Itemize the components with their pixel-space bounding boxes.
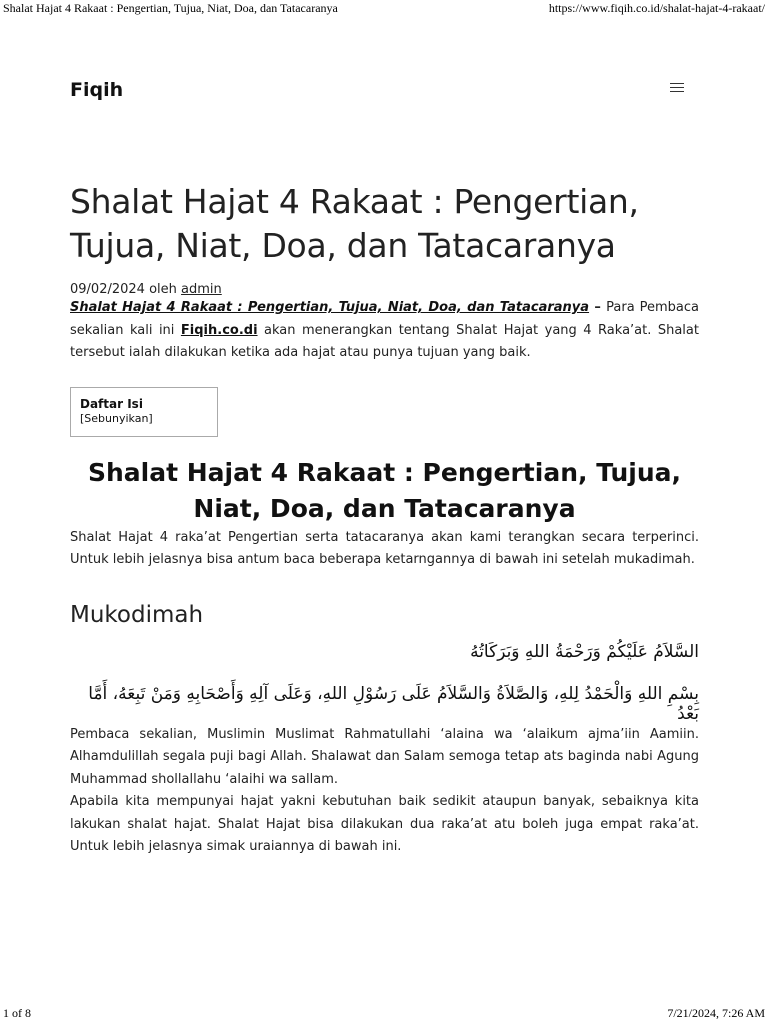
site-title-link[interactable]: Fiqih — [70, 79, 124, 101]
toc-title: Daftar Isi — [80, 396, 143, 411]
print-header — [0, 0, 768, 18]
print-footer — [0, 1006, 768, 1024]
intro-paragraph — [70, 297, 699, 365]
site-link[interactable]: Fiqih.co.di — [180, 322, 258, 338]
intro-lead-link[interactable]: Shalat Hajat 4 Rakaat : Pengertian, Tujua, Niat, Doa, dan Tatacaranya — [70, 300, 590, 315]
entry-meta — [70, 282, 699, 297]
site-header — [70, 76, 698, 106]
intro-dash: – — [589, 300, 607, 315]
arabic-opening: بِسْمِ اللهِ وَالْحَمْدُ لِلهِ، وَالصَّلاَةُ وَالسَّلاَمُ عَلَى رَسُوْلِ اللهِ، وَعَلَى آلِهِ وَأَصْحَابِهِ وَمَنْ تَبِعَهُ، أَمَّا بَعْدُ — [88, 683, 699, 724]
print-header-url: https://www.fiqih.co.id/shalat-hajat-4-rakaat/ — [548, 1, 765, 15]
paragraph-hajat: Apabila kita mempunyai hajat yakni kebutuhan baik sedikit ataupun banyak, sebaiknya kita lakukan shalat hajat. Shalat Hajat bisa dilakukan dua raka’at atu boleh juga empat raka’at. Untuk lebih jelasnya simak uraiannya di bawah ini. — [70, 794, 699, 854]
section-paragraph: Shalat Hajat 4 raka’at Pengertian serta tatacaranya akan kami terangkan secara terperinci. Untuk lebih jelasnya bisa antum baca beberapa ketarngannya di bawah ini setelah mukadimah. — [70, 529, 699, 567]
page-title: Shalat Hajat 4 Rakaat : Pengertian, Tujua, Niat, Doa, dan Tatacaranya — [70, 182, 639, 265]
article-content — [70, 180, 699, 859]
section-heading: Shalat Hajat 4 Rakaat : Pengertian, Tujua, Niat, Doa, dan Tatacaranya — [87, 457, 682, 523]
author-link[interactable]: admin — [181, 282, 222, 297]
by-label: oleh — [149, 282, 177, 297]
page-number: 1 of 8 — [3, 1006, 31, 1020]
table-of-contents — [70, 387, 218, 437]
intro-text-1: Para Pembaca sekalian kali ini — [70, 300, 699, 338]
print-datetime: 7/21/2024, 7:26 AM — [667, 1006, 765, 1020]
intro-text-2: akan menerangkan tentang Shalat Hajat yang 4 Raka’at. Shalat tersebut ialah dilakukan ketika ada hajat atau punya tujuan yang baik. — [70, 322, 699, 360]
print-header-title: Shalat Hajat 4 Rakaat : Pengertian, Tujua, Niat, Doa, dan Tatacaranya — [3, 1, 338, 15]
subheading-mukodimah: Mukodimah — [70, 601, 204, 628]
paragraph-greeting: Pembaca sekalian, Muslimin Muslimat Rahmatullahi ‘alaina wa ‘alaikum ajma’iin Aamiin. Alhamdulillah segala puji bagi Allah. Shalawat dan Salam semoga tetap ats baginda nabi Agung Muhammad shollallahu ‘alaihi wa sallam. — [70, 726, 699, 787]
hamburger-menu-icon[interactable] — [670, 80, 684, 94]
toc-toggle[interactable]: [Sebunyikan] — [80, 411, 153, 425]
arabic-greeting: السَّلاَمُ عَلَيْكُمْ وَرَحْمَةُ اللهِ وَبَرَكَاتُهُ — [470, 641, 699, 662]
post-date: 09/02/2024 — [70, 282, 145, 297]
